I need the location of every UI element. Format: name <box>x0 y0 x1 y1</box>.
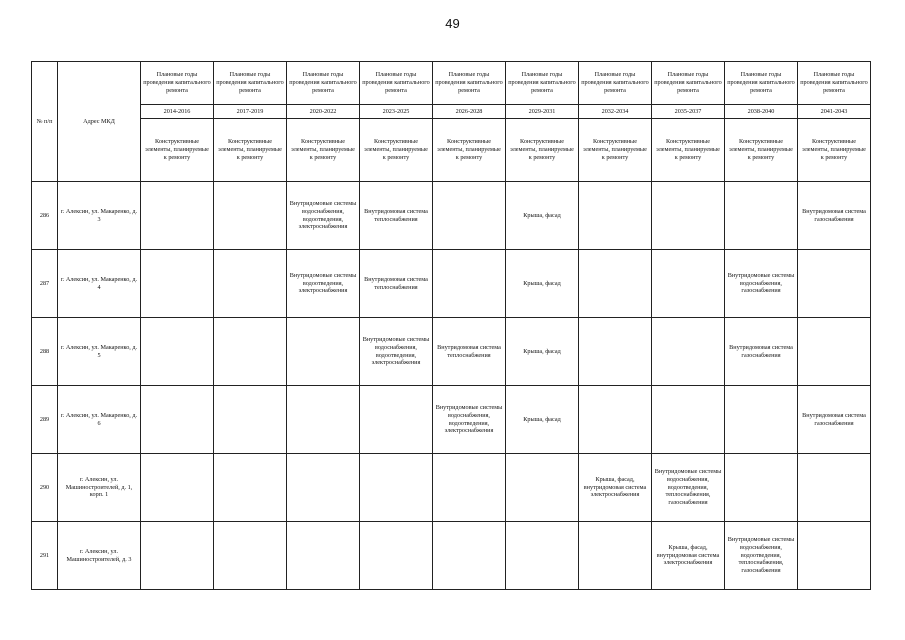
header-row-years <box>32 105 871 119</box>
address-cell: г. Алексин, ул. Макаренко, д. 3 <box>58 182 141 250</box>
table-row <box>32 454 871 522</box>
work-cell <box>433 522 506 590</box>
period-header: Плановые годы проведения капитального ремонта <box>725 62 798 105</box>
year-range-header: 2020-2022 <box>287 105 360 119</box>
period-header: Плановые годы проведения капитального ремонта <box>360 62 433 105</box>
row-number: 290 <box>32 454 58 522</box>
table-row <box>32 386 871 454</box>
work-cell <box>214 522 287 590</box>
work-cell: Внутридомовые системы водоснабжения, водоотведения, теплоснабжения, газоснабжения <box>725 522 798 590</box>
work-cell <box>141 318 214 386</box>
period-header: Плановые годы проведения капитального ремонта <box>287 62 360 105</box>
year-range-header: 2017-2019 <box>214 105 287 119</box>
work-cell: Внутридомовые системы водоотведения, электроснабжения <box>287 250 360 318</box>
row-number: 291 <box>32 522 58 590</box>
work-cell <box>360 386 433 454</box>
work-cell: Внутридомовые системы водоснабжения, водоотведения, электроснабжения <box>360 318 433 386</box>
work-cell <box>214 318 287 386</box>
address-cell: г. Алексин, ул. Машиностроителей, д. 3 <box>58 522 141 590</box>
work-cell <box>652 386 725 454</box>
work-cell: Внутридомовая система теплоснабжения <box>360 182 433 250</box>
work-cell: Внутридомовые системы водоснабжения, водоотведения, теплоснабжения, газоснабжения <box>652 454 725 522</box>
work-cell <box>652 318 725 386</box>
address-cell: г. Алексин, ул. Макаренко, д. 4 <box>58 250 141 318</box>
table-row <box>32 522 871 590</box>
address-cell: г. Алексин, ул. Макаренко, д. 5 <box>58 318 141 386</box>
work-cell: Крыша, фасад <box>506 182 579 250</box>
row-number: 288 <box>32 318 58 386</box>
work-cell <box>214 454 287 522</box>
elements-header: Конструктивные элементы, планируемые к ремонту <box>506 119 579 182</box>
work-cell <box>433 250 506 318</box>
work-cell <box>287 386 360 454</box>
work-cell: Внутридомовая система теплоснабжения <box>360 250 433 318</box>
work-cell <box>214 182 287 250</box>
work-cell <box>798 522 871 590</box>
year-range-header: 2041-2043 <box>798 105 871 119</box>
address-cell: г. Алексин, ул. Макаренко, д. 6 <box>58 386 141 454</box>
header-row-elements <box>32 119 871 182</box>
work-cell: Крыша, фасад <box>506 318 579 386</box>
table-row <box>32 182 871 250</box>
table-row <box>32 318 871 386</box>
work-cell <box>798 454 871 522</box>
work-cell <box>141 454 214 522</box>
period-header: Плановые годы проведения капитального ремонта <box>579 62 652 105</box>
period-header: Плановые годы проведения капитального ремонта <box>798 62 871 105</box>
work-cell: Внутридомовая система газоснабжения <box>798 386 871 454</box>
elements-header: Конструктивные элементы, планируемые к ремонту <box>433 119 506 182</box>
work-cell <box>433 182 506 250</box>
work-cell <box>214 250 287 318</box>
work-cell <box>798 250 871 318</box>
work-cell <box>360 454 433 522</box>
page-number: 49 <box>445 16 460 31</box>
work-cell: Внутридомовая система теплоснабжения <box>433 318 506 386</box>
elements-header: Конструктивные элементы, планируемые к ремонту <box>725 119 798 182</box>
work-cell: Внутридомовые системы водоснабжения, газоснабжения <box>725 250 798 318</box>
work-cell <box>287 522 360 590</box>
num-column-header: № п/п <box>32 62 58 182</box>
row-number: 289 <box>32 386 58 454</box>
work-cell <box>725 182 798 250</box>
work-cell <box>360 522 433 590</box>
work-cell <box>141 386 214 454</box>
work-cell <box>506 454 579 522</box>
work-cell <box>579 182 652 250</box>
work-cell <box>214 386 287 454</box>
work-cell: Внутридомовая система газоснабжения <box>798 182 871 250</box>
row-number: 286 <box>32 182 58 250</box>
repair-schedule-table <box>31 61 871 590</box>
period-header: Плановые годы проведения капитального ремонта <box>652 62 725 105</box>
year-range-header: 2038-2040 <box>725 105 798 119</box>
elements-header: Конструктивные элементы, планируемые к ремонту <box>579 119 652 182</box>
elements-header: Конструктивные элементы, планируемые к ремонту <box>360 119 433 182</box>
work-cell: Крыша, фасад <box>506 250 579 318</box>
work-cell <box>141 182 214 250</box>
period-header: Плановые годы проведения капитального ремонта <box>141 62 214 105</box>
year-range-header: 2029-2031 <box>506 105 579 119</box>
elements-header: Конструктивные элементы, планируемые к ремонту <box>141 119 214 182</box>
work-cell: Внутридомовые системы водоснабжения, водоотведения, электроснабжения <box>433 386 506 454</box>
row-number: 287 <box>32 250 58 318</box>
work-cell <box>579 386 652 454</box>
work-cell <box>141 522 214 590</box>
period-header: Плановые годы проведения капитального ремонта <box>214 62 287 105</box>
work-cell <box>652 250 725 318</box>
work-cell <box>579 522 652 590</box>
work-cell <box>725 454 798 522</box>
work-cell <box>725 386 798 454</box>
work-cell: Внутридомовая система газоснабжения <box>725 318 798 386</box>
elements-header: Конструктивные элементы, планируемые к ремонту <box>287 119 360 182</box>
work-cell <box>287 454 360 522</box>
work-cell <box>798 318 871 386</box>
year-range-header: 2032-2034 <box>579 105 652 119</box>
year-range-header: 2014-2016 <box>141 105 214 119</box>
work-cell <box>506 522 579 590</box>
work-cell <box>579 318 652 386</box>
work-cell: Крыша, фасад, внутридомовая система электроснабжения <box>579 454 652 522</box>
address-column-header: Адрес МКД <box>58 62 141 182</box>
work-cell <box>287 318 360 386</box>
period-header: Плановые годы проведения капитального ремонта <box>506 62 579 105</box>
work-cell <box>579 250 652 318</box>
year-range-header: 2026-2028 <box>433 105 506 119</box>
elements-header: Конструктивные элементы, планируемые к ремонту <box>214 119 287 182</box>
work-cell: Внутридомовые системы водоснабжения, водоотведения, электроснабжения <box>287 182 360 250</box>
year-range-header: 2035-2037 <box>652 105 725 119</box>
period-header: Плановые годы проведения капитального ремонта <box>433 62 506 105</box>
elements-header: Конструктивные элементы, планируемые к ремонту <box>798 119 871 182</box>
work-cell <box>141 250 214 318</box>
work-cell <box>652 182 725 250</box>
table-row <box>32 250 871 318</box>
year-range-header: 2023-2025 <box>360 105 433 119</box>
work-cell <box>433 454 506 522</box>
work-cell: Крыша, фасад <box>506 386 579 454</box>
elements-header: Конструктивные элементы, планируемые к ремонту <box>652 119 725 182</box>
header-row-periods <box>32 62 871 105</box>
address-cell: г. Алексин, ул. Машиностроителей, д. 1, корп. 1 <box>58 454 141 522</box>
work-cell: Крыша, фасад, внутридомовая система электроснабжения <box>652 522 725 590</box>
